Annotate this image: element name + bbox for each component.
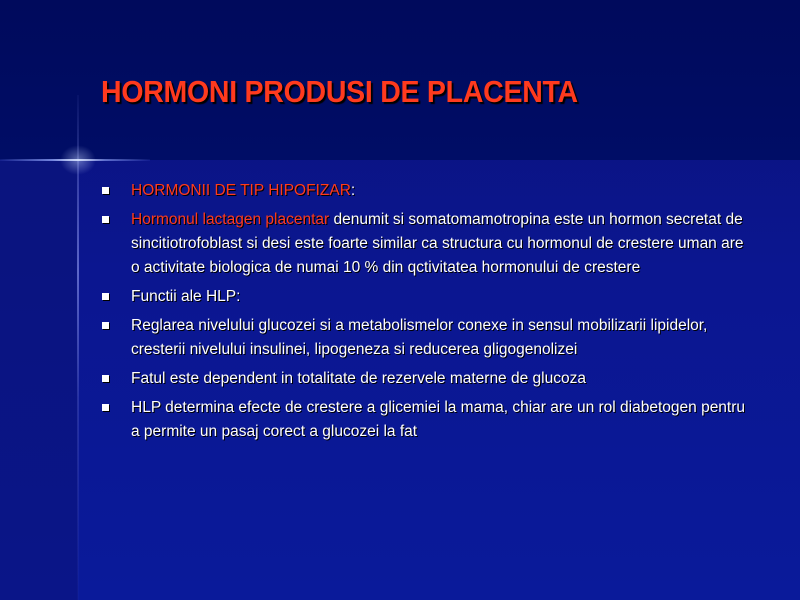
left-band bbox=[0, 160, 78, 600]
bullet-item bbox=[102, 208, 752, 280]
slide-title: HORMONI PRODUSI DE PLACENTA bbox=[101, 74, 578, 109]
square-bullet-icon bbox=[102, 293, 109, 300]
bullet-item bbox=[102, 285, 752, 309]
bullet-item bbox=[102, 179, 752, 203]
square-bullet-icon bbox=[102, 322, 109, 329]
bullet-text: HLP determina efecte de crestere a glicemiei la mama, chiar are un rol diabetogen pentru a permite un pasaj corect a glucozei la fat bbox=[131, 399, 746, 440]
square-bullet-icon bbox=[102, 404, 109, 411]
square-bullet-icon bbox=[102, 187, 109, 194]
bullet-text: Fatul este dependent in totalitate de rezervele materne de glucoza bbox=[131, 370, 586, 387]
bullet-text: Reglarea nivelului glucozei si a metabolismelor conexe in sensul mobilizarii lipidelor, cresterii nivelului insulinei, lipogeneza si reducerea gligogenolizei bbox=[131, 317, 708, 358]
bullet-highlight: Hormonul lactagen placentar bbox=[131, 211, 330, 228]
decorative-cross-glow bbox=[60, 145, 96, 175]
bullet-item bbox=[102, 367, 752, 391]
bullet-text: Functii ale HLP: bbox=[131, 288, 241, 305]
bullet-text: denumit si somatomamotropina este un hormon secretat de sincitiotrofoblast si desi este foarte similar ca structura cu hormonul de crestere uman are o activitate biologica de numai 10 % din qctivitatea hormonului de crestere bbox=[131, 211, 744, 276]
bullet-highlight: HORMONII DE TIP HIPOFIZAR bbox=[131, 182, 351, 199]
square-bullet-icon bbox=[102, 216, 109, 223]
bullet-item bbox=[102, 396, 752, 444]
bullet-item bbox=[102, 314, 752, 362]
square-bullet-icon bbox=[102, 375, 109, 382]
bullet-text: : bbox=[350, 182, 356, 199]
bullet-list bbox=[102, 179, 752, 449]
